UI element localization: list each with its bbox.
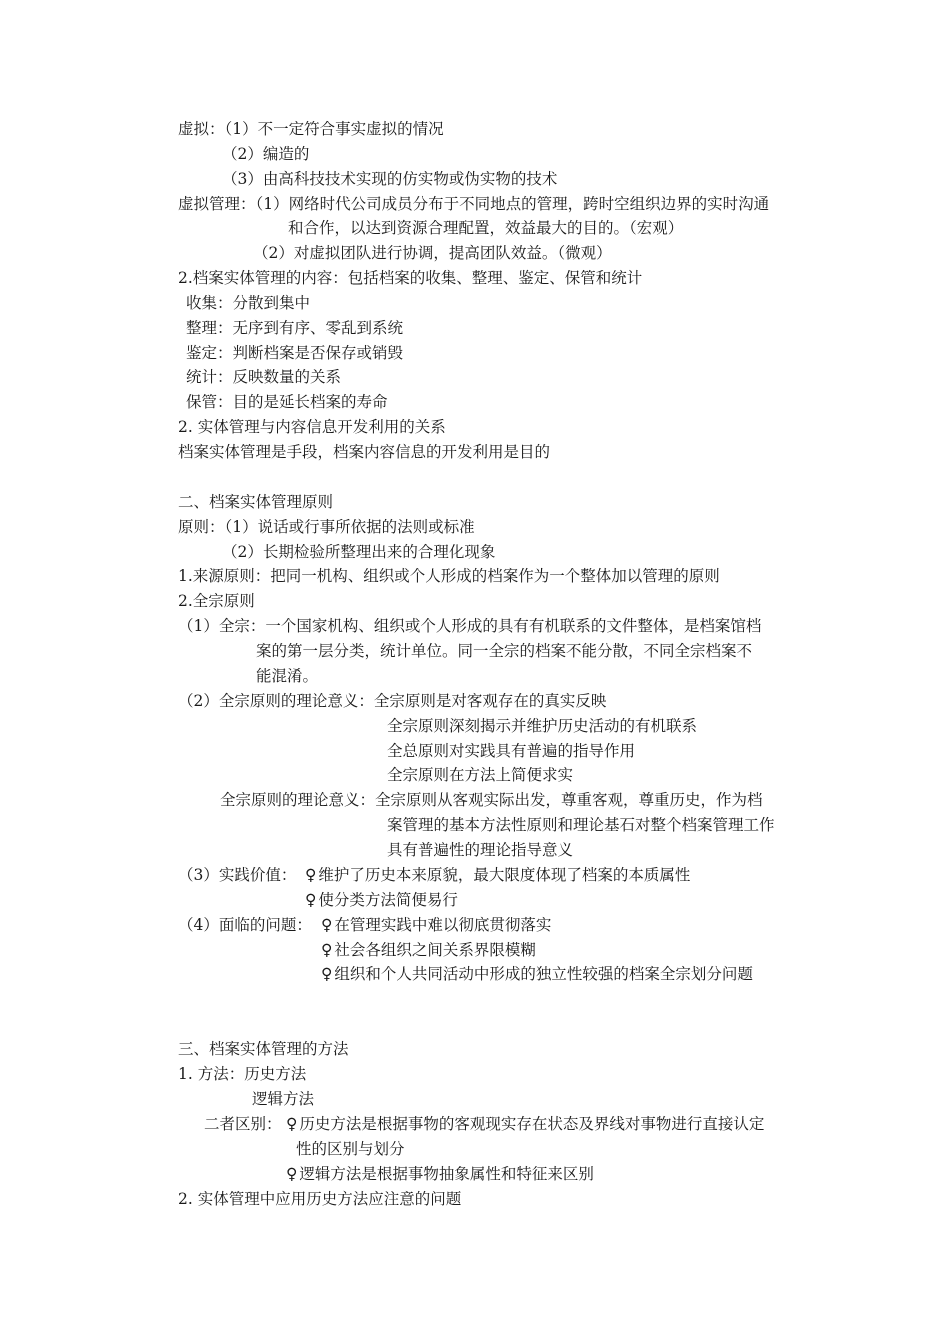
text-line: 2. 实体管理中应用历史方法应注意的问题 xyxy=(178,1190,462,1208)
female-sign-icon: ♀ xyxy=(321,965,333,983)
text-line: 逻辑方法 xyxy=(252,1090,315,1108)
text-line: 性的区别与划分 xyxy=(296,1140,405,1158)
female-sign-icon: ♀ xyxy=(321,941,333,959)
text-line: 案管理的基本方法性原则和理论基石对整个档案管理工作 xyxy=(387,816,775,834)
text-line: 二者区别： xyxy=(204,1115,282,1133)
female-sign-icon: ♀ xyxy=(286,1165,298,1183)
text-line: （3）实践价值： xyxy=(178,866,297,884)
text-line: 收集：分散到集中 xyxy=(186,294,311,312)
female-sign-icon: ♀ xyxy=(305,891,317,909)
text-line: （4）面临的问题： xyxy=(178,916,312,934)
text-line: 统计：反映数量的关系 xyxy=(186,368,342,386)
bullet-line xyxy=(305,865,690,885)
text-line: 保管：目的是延长档案的寿命 xyxy=(186,393,388,411)
bullet-line xyxy=(305,890,458,910)
text-line: 能混淆。 xyxy=(256,667,319,685)
female-sign-icon: ♀ xyxy=(321,916,333,934)
text-line: 2. 实体管理与内容信息开发利用的关系 xyxy=(178,418,446,436)
text-line: （2）对虚拟团队进行协调，提高团队效益。（微观） xyxy=(253,244,612,262)
bullet-text: 使分类方法简便易行 xyxy=(318,891,458,909)
bullet-text: 历史方法是根据事物的客观现实存在状态及界线对事物进行直接认定 xyxy=(299,1115,765,1133)
text-line: 案的第一层分类，统计单位。同一全宗的档案不能分散，不同全宗档案不 xyxy=(256,642,753,660)
text-line: （2）编造的 xyxy=(222,145,310,163)
text-line: 虚拟：（1）不一定符合事实虚拟的情况 xyxy=(178,120,444,138)
bullet-line xyxy=(321,915,551,935)
section-heading: 三、档案实体管理的方法 xyxy=(178,1040,349,1058)
text-line: 具有普遍性的理论指导意义 xyxy=(387,841,574,859)
bullet-line xyxy=(286,1164,594,1184)
text-line: 全总原则对实践具有普遍的指导作用 xyxy=(387,742,636,760)
text-line: 和合作，以达到资源合理配置，效益最大的目的。（宏观） xyxy=(288,219,684,237)
section-heading: 二、档案实体管理原则 xyxy=(178,493,334,511)
text-line: 整理：无序到有序、零乱到系统 xyxy=(186,319,404,337)
text-line: （2）长期检验所整理出来的合理化现象 xyxy=(222,543,496,561)
text-line: 2.全宗原则 xyxy=(178,592,255,610)
text-line: 鉴定：判断档案是否保存或销毁 xyxy=(186,344,404,362)
bullet-line xyxy=(321,940,536,960)
bullet-line xyxy=(286,1114,764,1134)
text-line: （2）全宗原则的理论意义：全宗原则是对客观存在的真实反映 xyxy=(178,692,607,710)
text-line: 1. 方法：历史方法 xyxy=(178,1065,307,1083)
bullet-line xyxy=(321,964,753,984)
bullet-text: 组织和个人共同活动中形成的独立性较强的档案全宗划分问题 xyxy=(334,965,753,983)
female-sign-icon: ♀ xyxy=(305,866,317,884)
text-line: 虚拟管理：（1）网络时代公司成员分布于不同地点的管理，跨时空组织边界的实时沟通 xyxy=(178,195,770,213)
text-line: （3）由高科技技术实现的仿实物或伪实物的技术 xyxy=(222,170,558,188)
female-sign-icon: ♀ xyxy=(286,1115,298,1133)
bullet-text: 逻辑方法是根据事物抽象属性和特征来区别 xyxy=(299,1165,594,1183)
bullet-text: 维护了历史本来原貌，最大限度体现了档案的本质属性 xyxy=(318,866,691,884)
text-line: 全宗原则的理论意义：全宗原则从客观实际出发，尊重客观，尊重历史，作为档 xyxy=(220,791,763,809)
text-line: 全宗原则在方法上简便求实 xyxy=(387,766,574,784)
text-line: （1）全宗：一个国家机构、组织或个人形成的具有有机联系的文件整体，是档案馆档 xyxy=(178,617,762,635)
text-line: 全宗原则深刻揭示并维护历史活动的有机联系 xyxy=(387,717,698,735)
text-line: 原则：（1）说话或行事所依据的法则或标准 xyxy=(178,518,475,536)
text-line: 档案实体管理是手段，档案内容信息的开发利用是目的 xyxy=(178,443,551,461)
bullet-text: 社会各组织之间关系界限模糊 xyxy=(334,941,536,959)
text-line: 2.档案实体管理的内容：包括档案的收集、整理、鉴定、保管和统计 xyxy=(178,269,643,287)
bullet-text: 在管理实践中难以彻底贯彻落实 xyxy=(334,916,552,934)
text-line: 1.来源原则：把同一机构、组织或个人形成的档案作为一个整体加以管理的原则 xyxy=(178,567,720,585)
